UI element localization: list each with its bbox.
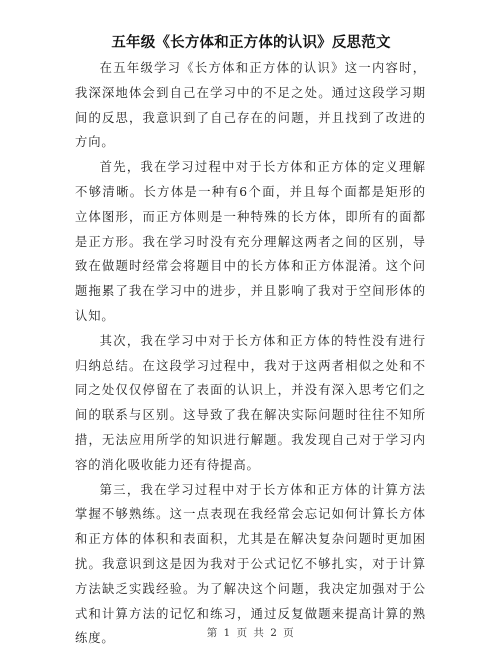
paragraph-second-point: 其次，我在学习中对于长方体和正方体的特性没有进行归纳总结。在这段学习过程中，我对于这两者相似之处和不同之处仅仅停留在了表面的认识上，并没有深入思考它们之间的联系与区别。这导致了我在解决实际问题时往往不知所措，无法应用所学的知识进行解题。我发现自己对于学习内容的消化吸收能力还有待提高。 [75, 333, 426, 472]
paragraph-third-point: 第三，我在学习过程中对于长方体和正方体的计算方法掌握不够熟练。这一点表现在我经常会忘记如何计算长方体和正方体的体积和表面积，尤其是在解决复杂问题时更加困扰。我意识到这是因为我对于公式记忆不够扎实，对于计算方法缺乏实践经验。为了解决这个问题，我决定加强对于公式和计算方法的记忆和练习，通过反复做题来提高计算的熟练度。 [75, 482, 426, 646]
document-body [75, 56, 426, 651]
document-title: 五年级《长方体和正方体的认识》反思范文 [111, 35, 391, 51]
paragraph-intro: 在五年级学习《长方体和正方体的认识》这一内容时，我深深地体会到自己在学习中的不足之处。通过这段学习期间的反思，我意识到了自己存在的问题，并且找到了改进的方向。 [75, 61, 426, 150]
page-number-footer: 第 1 页 共 2 页 [206, 627, 296, 639]
paragraph-first-point: 首先，我在学习过程中对于长方体和正方体的定义理解不够清晰。长方体是一种有6个面，并且每个面都是矩形的立体图形，而正方体则是一种特殊的长方体，即所有的面都是正方形。我在学习时没有充分理解这两者之间的区别，导致在做题时经常会将题目中的长方体和正方体混淆。这个问题拖累了我在学习中的进步，并且影响了我对于空间形体的认知。 [75, 160, 426, 323]
